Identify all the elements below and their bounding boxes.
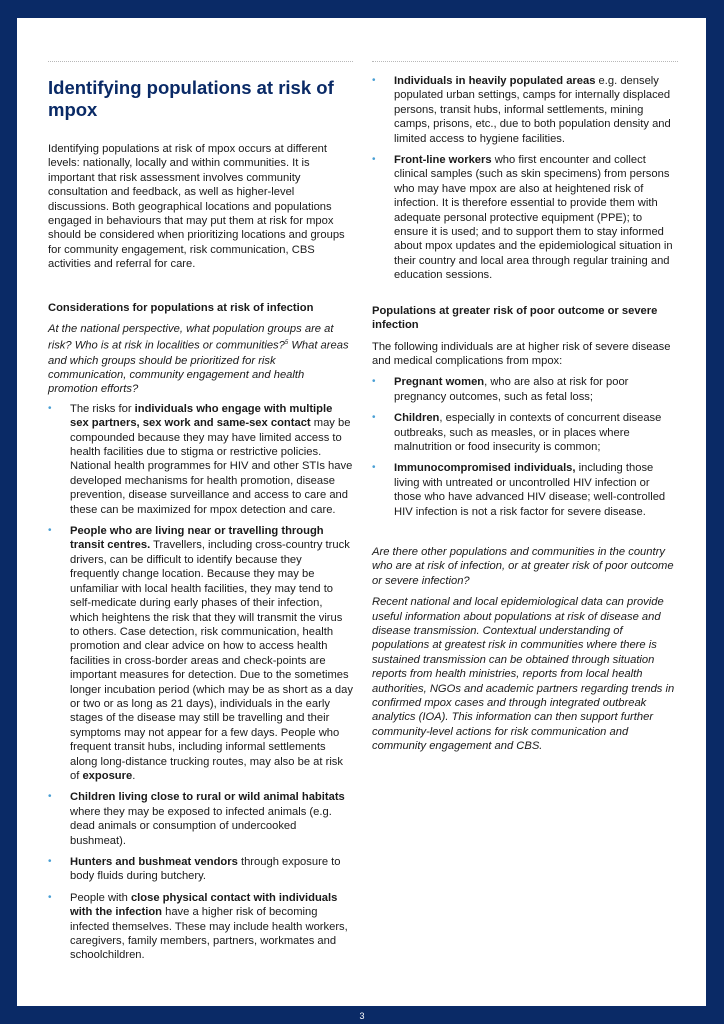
list-item: • Individuals in heavily populated areas e.g. densely populated urban settings, camps for internally displaced persons, transit hubs, informal settlements, mining camps, prisons, etc., due to both population density and limited access to hygiene facilities. — [372, 74, 678, 146]
poor-outcome-intro: The following individuals are at higher risk of severe disease and medical complications from mpox: — [372, 340, 671, 367]
list-item: • The risks for individuals who engage with multiple sex partners, sex work and same-sex contact may be compounded because they may have limited access to health facilities due to stigma or restrictive policies. National health programmes for HIV and other STIs have developed mechanisms for health promotion, disease prevention, disease surveillance and access to care and these can be maximized for mpox detection and care. — [48, 402, 353, 517]
list-item: • Children living close to rural or wild animal habitats where they may be exposed to infected animals (e.g. dead animals or consumption of undercooked bushmeat). — [48, 790, 353, 848]
page-title: Identifying populations at risk of mpox — [48, 77, 334, 120]
page — [17, 18, 706, 1006]
continued-list — [372, 74, 678, 283]
list-item: • People who are living near or travelling through transit centres. Travellers, including cross-country truck drivers, can be difficult to identify because they frequently change location. Because they may be unfamiliar with local health facilities, they may tend to self-medicate during early phases of their infection, which heightens the risk that they will transmit the virus to others. Case detection, risk communication, health promotion and clear advice on how to access health facilities in cross-border areas and check-points are important measures for detection. Due to the sometimes longer incubation period (which may be as short as a day or two or as long as 21 days), individuals in the early stages of the disease may still be travelling and their symptoms may not appear for a few days. People who frequent transit hubs, including informal settlements along long-distance trucking routes, may also be at risk of exposure. — [48, 524, 353, 783]
poor-outcome-heading: Populations at greater risk of poor outcome or severe infection — [372, 304, 658, 332]
footnote-ref: 5 — [284, 340, 289, 347]
intro-paragraph: Identifying populations at risk of mpox occurs at different levels: nationally, locally and within communities. It is important that risk assessment involves community consultation and feedback, as well as higher-level discussions. Both geographical locations and populations engaged in behaviours that may put them at risk for mpox should be considered when prioritizing locations and groups for community engagement, risk communication, CBS activities and referral for care. — [48, 143, 345, 271]
list-item: • Pregnant women, who are also at risk for poor pregnancy outcomes, such as fetal loss; — [372, 375, 678, 404]
top-rule-right — [372, 61, 678, 62]
considerations-heading: Considerations for populations at risk of infection — [48, 301, 314, 314]
considerations-list — [48, 402, 353, 963]
other-populations-question: Are there other populations and communities in the country who are at risk of infection, or at greater risk of poor outcome or severe infection? — [372, 545, 674, 587]
list-item: • Hunters and bushmeat vendors through exposure to body fluids during butchery. — [48, 855, 353, 884]
epidemiological-data-note: Recent national and local epidemiological data can provide useful information about populations at risk of disease and disease transmission. Contextual understanding of populations at greatest risk in communities where there is sustained transmission can be obtained through situation reports from health ministries, reports from local health authorities, NGOs and academic partners regarding trends in confirmed mpox cases and through integrated outbreak analytics (IOA). This information can then support further community-level actions for risk communication and community engagement and CBS. — [372, 596, 675, 753]
list-item: • Front-line workers who first encounter and collect clinical samples (such as skin specimens) from persons who may have mpox are also at heightened risk of infection. It is therefore essential to provide them with adequate personal protective equipment (PPE); to ensure it is used; and to support them to stay informed about mpox updates and the epidemiological situation in their country and local area through regular training and education sessions. — [372, 153, 678, 283]
top-rule-left — [48, 61, 353, 62]
poor-outcome-list — [372, 375, 678, 519]
list-item: • People with close physical contact with individuals with the infection have a higher risk of becoming infected themselves. These may include health workers, caregivers, family members, partners, workmates and schoolchildren. — [48, 891, 353, 963]
considerations-question: At the national perspective, what population groups are at risk? Who is at risk in localities or communities?$^5$ What areas and which groups should be prioritized for risk communication, community engagement and health promotion efforts? — [48, 323, 349, 396]
right-column — [372, 74, 678, 754]
page-number: 3 — [359, 1011, 365, 1021]
list-item: • Immunocompromised individuals, including those living with untreated or uncontrolled HIV infection or those who have advanced HIV disease; well-controlled HIV infection is not a risk factor for severe disease. — [372, 461, 678, 519]
left-column — [48, 74, 353, 970]
list-item: • Children, especially in contexts of concurrent disease outbreaks, such as measles, or in places where malnutrition or food insecurity is common; — [372, 411, 678, 454]
